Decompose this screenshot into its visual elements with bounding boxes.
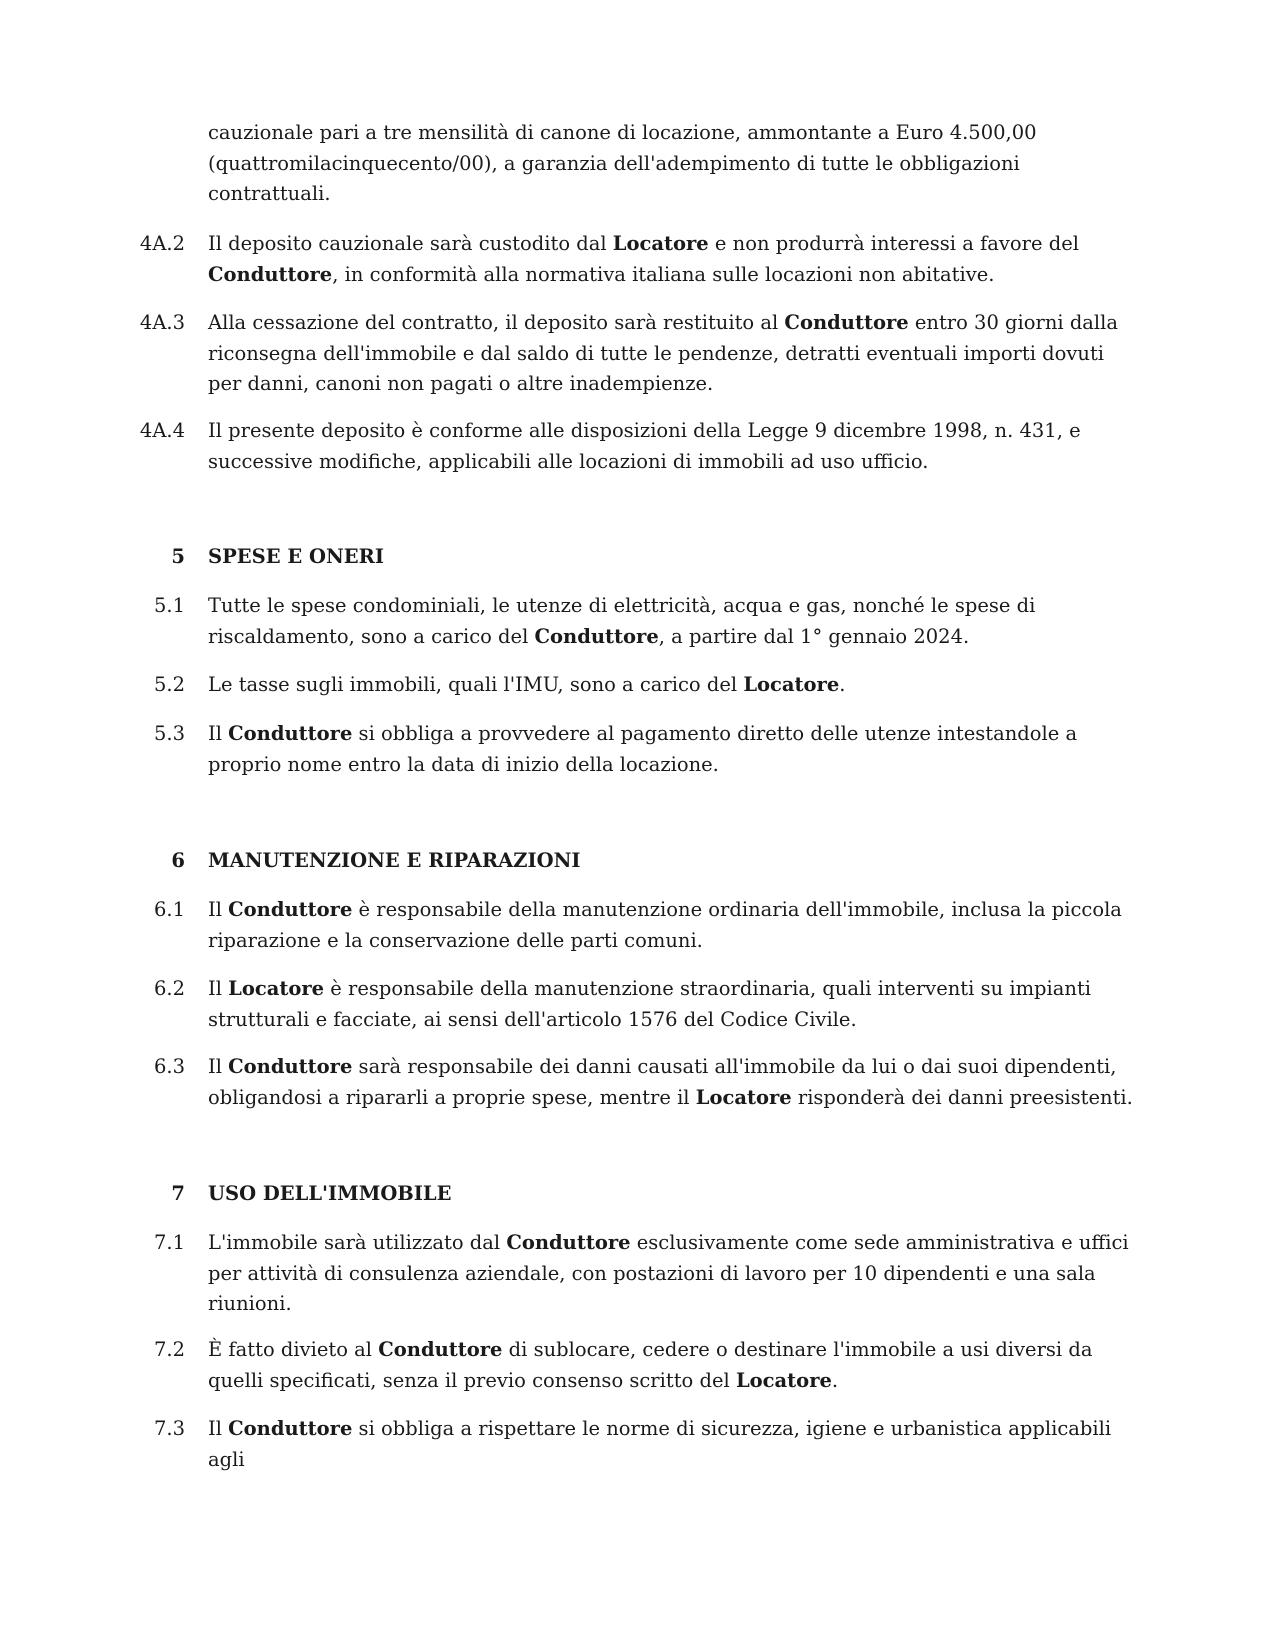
clause-number: 4A.2: [139, 232, 185, 255]
text-segment: Il deposito cauzionale sarà custodito dal: [208, 232, 613, 255]
text-segment: .: [831, 1368, 839, 1392]
clause-number: 7.3: [153, 1417, 185, 1440]
party-name-bold: Locatore: [612, 232, 709, 255]
section-title: USO DELL'IMMOBILE: [208, 1182, 452, 1205]
text-segment: e non produrrà interessi a favore del: [708, 232, 1079, 255]
text-segment: cauzionale pari a tre mensilità di canone di locazione, ammontante a Euro 4.500,00 (quattromilacinquecento/00), a garanzia dell'adempimento di tutte le obbligazioni contrattuali.: [208, 121, 1037, 206]
clause-text: [208, 229, 1143, 290]
clause-text: [208, 308, 1143, 400]
text-segment: è responsabile della manutenzione ordinaria dell'immobile, inclusa la piccola riparazione e la conservazione delle parti comuni.: [208, 898, 1122, 952]
section-number: 5: [171, 545, 185, 568]
text-segment: Le tasse sugli immobili, quali l'IMU, sono a carico del: [208, 673, 744, 696]
text-segment: di sublocare, cedere o destinare l'immobile a usi diversi da quelli specificati, senza il previo consenso scritto del: [208, 1338, 1093, 1392]
text-segment: esclusivamente come sede amministrativa e uffici per attività di consulenza aziendale, con postazioni di lavoro per 10 dipendenti e una sala riunioni.: [208, 1231, 1129, 1316]
clause-text: [208, 591, 1143, 652]
clause-text: [208, 719, 1143, 780]
text-segment: risponderà dei danni preesistenti.: [791, 1085, 1133, 1109]
text-segment: entro 30 giorni dalla riconsegna dell'immobile e dal saldo di tutte le pendenze, detratti eventuali importi dovuti per danni, canoni non pagati o altre inadempienze.: [208, 311, 1119, 396]
text-segment: , in conformità alla normativa italiana sulle locazioni non abitative.: [332, 262, 995, 286]
text-segment: sarà responsabile dei danni causati all'immobile da lui o dai suoi dipendenti, obligandosi a ripararli a proprie spese, mentre il: [208, 1055, 1117, 1109]
text-segment: L'immobile sarà utilizzato dal: [208, 1231, 507, 1254]
party-name-bold: Conduttore: [506, 1231, 631, 1254]
section-number: 6: [171, 849, 185, 872]
party-name-bold: Locatore: [743, 673, 840, 696]
party-name-bold: Conduttore: [228, 1055, 353, 1078]
clause-text: [208, 1228, 1143, 1320]
clause-number: 6.1: [153, 898, 185, 921]
text-segment: Il: [208, 1055, 229, 1078]
text-segment: .: [839, 673, 846, 696]
party-name-bold: Conduttore: [534, 624, 659, 648]
party-name-bold: Conduttore: [228, 722, 353, 745]
party-name-bold: Locatore: [735, 1368, 832, 1392]
clause-text: [208, 895, 1143, 956]
text-segment: , a partire dal 1° gennaio 2024.: [658, 624, 970, 648]
clause-number: 7.2: [153, 1338, 185, 1361]
party-name-bold: Conduttore: [784, 311, 909, 334]
text-segment: si obbliga a rispettare le norme di sicurezza, igiene e urbanistica applicabili agli: [208, 1417, 1112, 1471]
text-segment: Il: [208, 977, 229, 1000]
text-segment: Il: [208, 1417, 229, 1440]
text-segment: Il: [208, 722, 229, 745]
clause-number: 6.3: [153, 1055, 185, 1078]
text-segment: Il presente deposito è conforme alle disposizioni della Legge 9 dicembre 1998, n. 431, e successive modifiche, applicabili alle locazioni di immobili ad uso ufficio.: [208, 419, 1081, 473]
text-segment: Alla cessazione del contratto, il deposito sarà restituito al: [208, 311, 785, 334]
party-name-bold: Locatore: [695, 1085, 792, 1109]
section-number: 7: [171, 1182, 185, 1205]
section-title: MANUTENZIONE E RIPARAZIONI: [208, 849, 581, 872]
clause-number: 7.1: [153, 1231, 185, 1254]
clause-number: 4A.4: [139, 419, 185, 442]
clause-number: 5.3: [153, 722, 185, 745]
clause-number: 4A.3: [139, 311, 185, 334]
clause-number: 5.1: [153, 594, 185, 617]
party-name-bold: Conduttore: [228, 898, 353, 921]
clause-text: [208, 416, 1143, 477]
clause-text: [208, 1335, 1143, 1396]
clause-number: 6.2: [153, 977, 185, 1000]
text-segment: È fatto divieto al: [208, 1338, 379, 1361]
party-name-bold: Conduttore: [378, 1338, 503, 1361]
clause-text: [208, 118, 1143, 210]
clause-text: [208, 670, 1143, 701]
text-segment: si obbliga a provvedere al pagamento diretto delle utenze intestandole a proprio nome entro la data di inizio della locazione.: [208, 722, 1078, 776]
clause-text: [208, 974, 1143, 1035]
text-segment: è responsabile della manutenzione straordinaria, quali interventi su impianti strutturali e facciate, ai sensi dell'articolo 1576 del Codice Civile.: [208, 977, 1092, 1031]
party-name-bold: Conduttore: [228, 1417, 353, 1440]
text-segment: Il: [208, 898, 229, 921]
party-name-bold: Locatore: [228, 977, 325, 1000]
party-name-bold: Conduttore: [208, 262, 333, 286]
clause-number: 5.2: [153, 673, 185, 696]
section-title: SPESE E ONERI: [208, 545, 384, 568]
clause-text: [208, 1414, 1143, 1475]
clause-text: [208, 1052, 1143, 1113]
text-segment: Tutte le spese condominiali, le utenze di elettricità, acqua e gas, nonché le spese di riscaldamento, sono a carico del: [208, 594, 1036, 648]
